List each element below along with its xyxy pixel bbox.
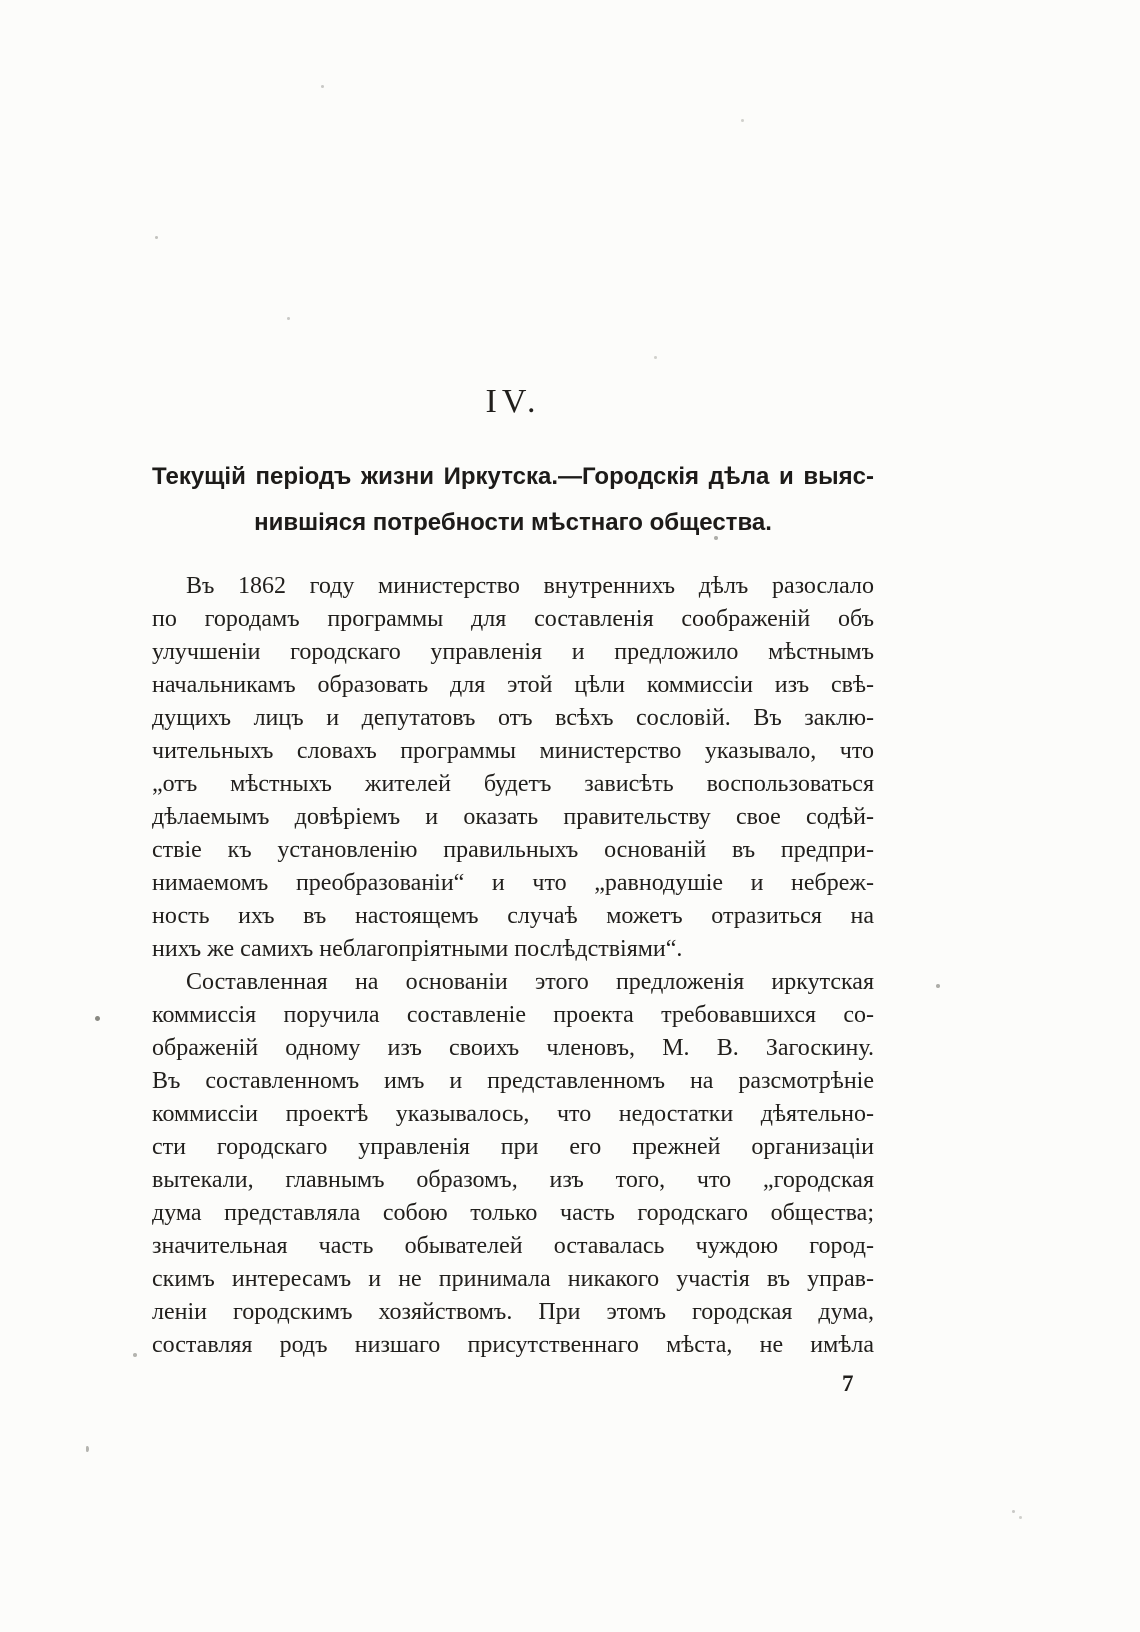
text-line: улучшеніи городскаго управленія и предложило мѣстнымъ xyxy=(152,639,874,665)
text-line: скимъ интересамъ и не принимала никакого участія въ управ- xyxy=(152,1266,874,1292)
text-line: дума представляла собою только часть городскаго общества; xyxy=(152,1200,874,1226)
text-line: нимаемомъ преобразованіи“ и что „равнодушіе и небреж- xyxy=(152,870,874,896)
text-line: нихъ же самихъ неблагопріятными послѣдствіями“. xyxy=(152,936,683,962)
text-line: чительныхъ словахъ программы министерство указывало, что xyxy=(152,738,874,764)
text-line: начальникамъ образовать для этой цѣли коммиссіи изъ свѣ- xyxy=(152,672,874,698)
text-line: ображеній одному изъ своихъ членовъ, М. В. Загоскину. xyxy=(152,1035,874,1061)
scan-speck xyxy=(654,356,657,359)
text-line: коммиссія поручила составленіе проекта требовавшихся со- xyxy=(152,1002,874,1028)
text-line: по городамъ программы для составленія соображеній объ xyxy=(152,606,874,632)
text-line: ствіе къ установленію правильныхъ основаній въ предпри- xyxy=(152,837,874,863)
text-line: составляя родъ низшаго присутственнаго мѣста, не имѣла xyxy=(152,1332,874,1358)
scan-speck xyxy=(741,119,744,122)
text-line: „отъ мѣстныхъ жителей будетъ зависѣть воспользоваться xyxy=(152,771,874,797)
text-line: коммиссіи проектѣ указывалось, что недостатки дѣятельно- xyxy=(152,1101,874,1127)
text-line: леніи городскимъ хозяйствомъ. При этомъ городская дума, xyxy=(152,1299,874,1325)
heading-line: нившіяся потребности мѣстнаго общества. xyxy=(254,509,772,536)
scan-speck xyxy=(1012,1510,1015,1513)
scan-speck xyxy=(714,536,718,540)
scan-speck xyxy=(155,236,158,239)
scan-speck xyxy=(1019,1516,1022,1519)
text-line: Въ составленномъ имъ и представленномъ на разсмотрѣніе xyxy=(152,1068,874,1094)
text-line: дущихъ лицъ и депутатовъ отъ всѣхъ сословій. Въ заклю- xyxy=(152,705,874,731)
text-line: дѣлаемымъ довѣріемъ и оказать правительству свое содѣй- xyxy=(152,804,874,830)
text-line: ность ихъ въ настоящемъ случаѣ можетъ отразиться на xyxy=(152,903,874,929)
chapter-number: IV. xyxy=(485,383,541,420)
text-line: Въ 1862 году министерство внутреннихъ дѣлъ разослало xyxy=(186,573,874,599)
heading-line: Текущій періодъ жизни Иркутска.—Городскія дѣла и выяс- xyxy=(152,463,874,490)
scan-speck xyxy=(86,1446,89,1452)
scan-speck xyxy=(936,984,940,988)
scan-speck xyxy=(321,85,324,88)
scan-speck xyxy=(133,1353,137,1357)
page-number: 7 xyxy=(842,1371,854,1396)
scan-speck xyxy=(287,317,290,320)
text-line: Составленная на основаніи этого предложенія иркутская xyxy=(186,969,874,995)
chapter-heading xyxy=(152,454,874,546)
text-line: значительная часть обывателей оставалась чуждою город- xyxy=(152,1233,874,1259)
body-text xyxy=(152,570,874,1362)
scan-speck xyxy=(95,1016,100,1021)
text-line: сти городскаго управленія при его прежней организаціи xyxy=(152,1134,874,1160)
text-line: вытекали, главнымъ образомъ, изъ того, что „городская xyxy=(152,1167,874,1193)
